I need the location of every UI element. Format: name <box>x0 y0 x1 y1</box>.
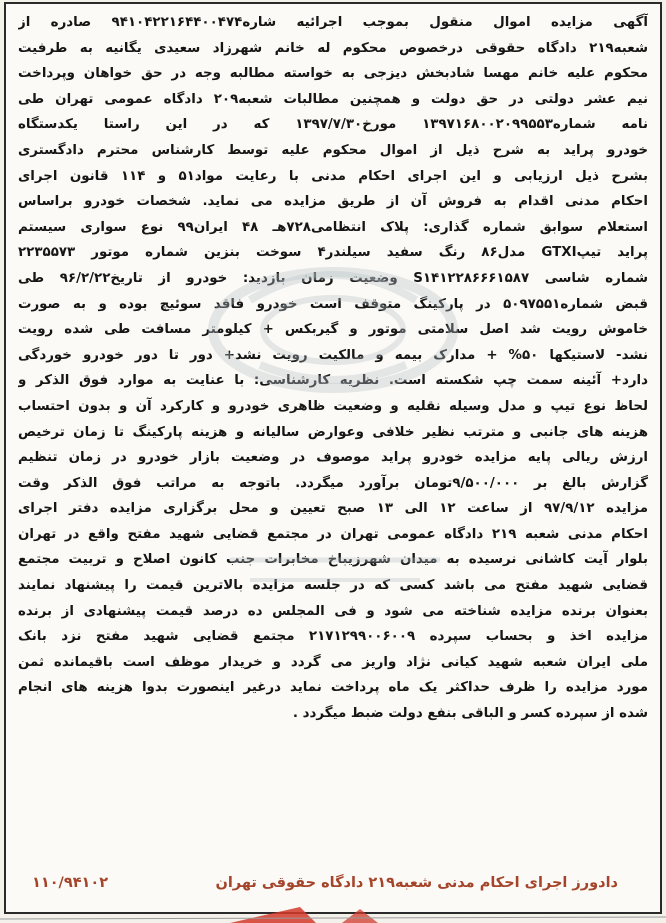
notice-line: خودرو پراید به شرح ذیل از اموال محکوم علیه توسط کارشناس محترم دادگستری <box>18 142 648 158</box>
notice-line: مزایده ۹۷/۹/۱۲ از ساعت ۱۲ الی ۱۳ صبح تعیین و محل برگزاری مزایده دفتر اجرای <box>18 501 648 517</box>
notice-line: ملی ایران شعبه شهید کیانی نژاد واریز می گردد و خریدار موظف است باقیمانده ثمن <box>18 654 648 670</box>
notice-code: ۱۱۰/۹۴۱۰۲ <box>32 875 109 891</box>
notice-line: آگهی مزایده اموال منقول بموجب اجرائیه شاره۹۴۱۰۴۲۲۱۶۴۴۰۰۴۷۴ صادره از <box>18 15 648 30</box>
notice-line: نامه شماره۱۳۹۷۱۶۸۰۰۲۰۹۹۵۵۳ مورخ۱۳۹۷/۷/۳۰ که در این راستا یکدستگاه <box>18 117 648 133</box>
notice-line: خاموش رویت شد اصل سلامتی موتور و گیربکس + کیلومتر مسافت طی شده رویت <box>18 322 648 338</box>
notice-line: مزایده اخذ و بحساب سپرده ۲۱۷۱۲۹۹۰۰۶۰۰۹ مجتمع قضایی شهید مفتح نزد بانک <box>18 629 648 645</box>
notice-line: قضایی شهید مفتح می باشد کسی که در جلسه مزایده بالاترین قیمت را پیشنهاد نمایند <box>18 578 648 594</box>
signature-line: دادورز اجرای احکام مدنی شعبه۲۱۹ دادگاه حقوقی تهران <box>215 875 618 891</box>
notice-line: دارد+ آئینه سمت چپ شکسته است. نظریه کارشناسی: با عنایت به موارد فوق الذکر و <box>18 373 648 389</box>
notice-line: شعبه۲۱۹ دادگاه حقوقی درخصوص محکوم له خانم شهرزاد سعیدی یگانیه به طرفیت <box>18 40 648 56</box>
notice-line: نشد- لاستیکها ۵۰% + مدارک بیمه و مالکیت رویت نشد+ دور تا دور خودرو خوردگی <box>18 347 648 363</box>
notice-line: شماره شاسی S۱۴۱۲۲۸۶۶۶۱۵۸۷ وضعیت زمان بازدید: خودرو از تاریخ۹۶/۲/۲۲ طی <box>18 270 648 286</box>
notice-line: محکوم علیه خانم مهسا شادبخش دیزجی به خواسته مطالبه وجه در حق خواهان وپرداخت <box>18 66 648 82</box>
notice-line: استعلام سوابق شماره گذاری: پلاک انتظامی۷۲۸هـ ۴۸ ایران۹۹ نوع سواری سیستم <box>18 219 648 235</box>
notice-line: ارزش ریالی پایه مزایده خودرو پراید موصوف در وضعیت بازار خودرو در زمان تنظیم <box>18 450 648 466</box>
notice-footer <box>12 870 654 896</box>
notice-line: لحاظ نوع تیپ و مدل وسیله نقلیه و وضعیت ظاهری خودرو و کارکرد آن و بدون احتساب <box>18 398 648 414</box>
notice-line: بعنوان برنده مزایده شناخته می شود و فی المجلس ده درصد قیمت پیشنهادی از برنده <box>18 603 648 619</box>
notice-line: پراید تیپGTXI مدل۸۶ رنگ سفید سیلندر۴ سوخت بنزین شماره موتور ۲۲۳۵۵۷۳ <box>18 245 648 261</box>
notice-line: نیم عشر دولتی در حق دولت و همچنین مطالبات شعبه۲۰۹ دادگاه عمومی تهران طی <box>18 91 648 107</box>
notice-line: بشرح ذیل ارزیابی و این اجرای احکام مدنی با رعایت مواد۵۱ و ۱۱۴ قانون اجرای <box>18 168 648 184</box>
notice-body <box>18 10 648 727</box>
notice-line: قبض شماره۵۰۹۷۵۵۱ در پارکینگ متوقف است خودرو فاقد سوئیچ بوده و به صورت <box>18 296 648 312</box>
notice-line: هزینه های جانبی و مترتب نظیر خلافی وعوارض سالیانه و هزینه پارکینگ تا زمان ترخیص <box>18 424 648 440</box>
notice-line: مورد مزایده را ظرف حداکثر یک ماه پرداخت نماید درغیر اینصورت بدوا هزینه های انجام <box>18 680 648 696</box>
notice-line-last: شده از سپرده کسر و الباقی بنفع دولت ضبط میگردد . <box>292 706 648 722</box>
notice-line: احکام مدنی شعبه ۲۱۹ دادگاه عمومی تهران در مجتمع قضایی شهید مفتح واقع در تهران <box>18 526 648 542</box>
notice-line: گزارش بالغ بر ۹/۵۰۰/۰۰۰تومان برآورد میگردد. باتوجه به مراتب فوق الذکر وقت <box>18 475 648 491</box>
notice-line: احکام مدنی اقدام به فروش آن از طریق مزایده می نماید. شخصات خودرو براساس <box>18 194 648 210</box>
notice-line: بلوار آیت کاشانی نرسیده به میدان شهرزیباخ مخابرات جنب کانون اصلاح و تربیت مجتمع <box>18 552 648 568</box>
auction-notice <box>4 2 662 914</box>
